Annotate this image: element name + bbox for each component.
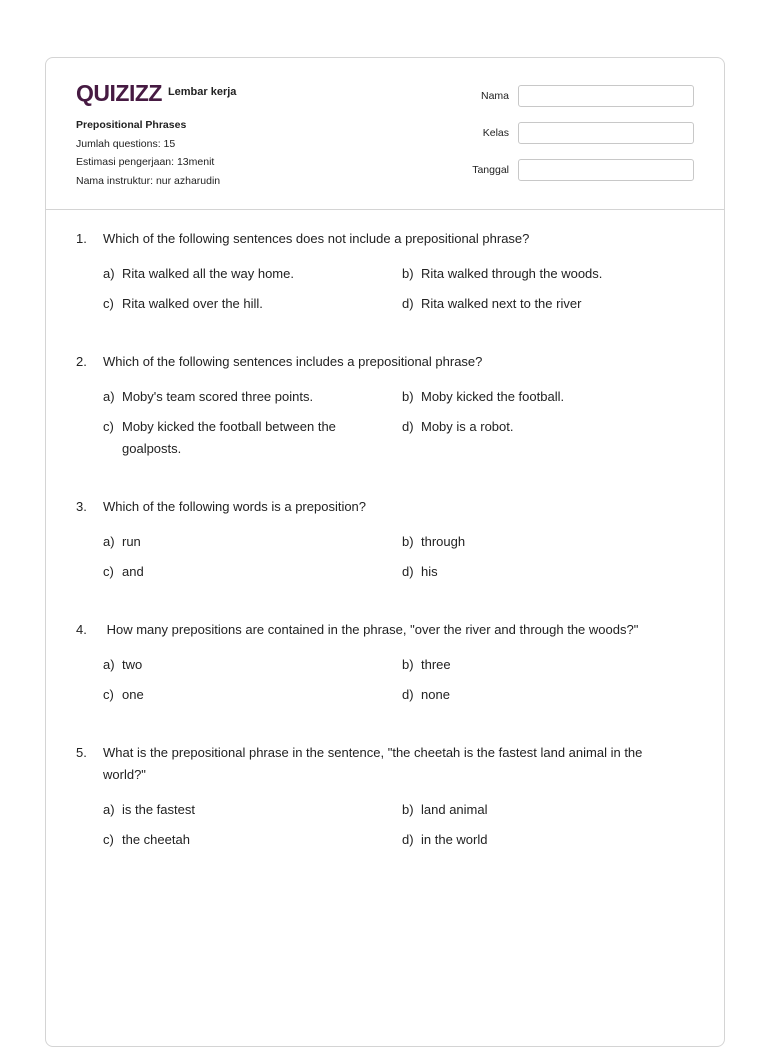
answer-option [402,531,701,553]
question-text: Which of the following sentences does not include a prepositional phrase? [103,231,530,246]
option-letter: b) [402,657,414,672]
option-text: Moby kicked the football between the goalposts. [122,418,336,456]
option-letter: b) [402,802,414,817]
option-text: Rita walked all the way home. [122,266,294,281]
question-stem [76,619,676,641]
estimated-time: Estimasi pengerjaan: 13menit [76,156,215,168]
option-letter: c) [103,563,114,579]
question-text: Which of the following words is a preposition? [103,499,367,514]
answer-option [402,799,701,821]
answer-option [103,684,402,706]
instructor-name: Nama instruktur: nur azharudin [76,174,221,187]
class-field[interactable] [518,122,694,144]
option-letter: d) [402,418,414,434]
answer-option [402,386,701,408]
question-number: 4. [76,622,87,637]
question-text: What is the prepositional phrase in the sentence, "the cheetah is the fastest land animal in the world?" [103,745,643,782]
quizizz-logo: QUIZIZZ [76,79,162,106]
option-letter: c) [103,418,114,434]
question-text: Which of the following sentences includes a prepositional phrase? [103,354,483,369]
option-letter: a) [103,389,115,404]
question-item [76,351,676,467]
option-text: three [421,657,451,672]
question-count: Jumlah questions: 15 [76,137,176,150]
date-field-row [464,159,694,181]
answer-option [402,561,701,583]
date-field[interactable] [518,159,694,181]
option-text: none [421,686,450,702]
option-text: the cheetah [122,831,190,847]
question-item [76,496,676,590]
answer-option [402,416,701,460]
answer-options [103,654,676,713]
student-fields [464,85,694,196]
answer-option [402,263,701,285]
worksheet-header [46,58,724,210]
question-stem [76,742,676,786]
class-field-label: Kelas [482,127,509,139]
option-letter: d) [402,563,414,579]
option-text: Moby kicked the football. [421,389,565,404]
option-text: Rita walked over the hill. [122,295,263,311]
answer-option [103,263,402,285]
option-letter: b) [402,389,414,404]
quiz-meta [76,116,220,190]
question-item [76,619,676,713]
option-text: land animal [421,802,488,817]
question-stem [76,228,676,250]
option-letter: c) [103,295,114,311]
question-stem [76,351,676,373]
date-field-label: Tanggal [472,164,509,176]
question-item [76,228,676,322]
option-letter: c) [103,686,114,702]
option-letter: d) [402,831,414,847]
question-list [76,228,676,858]
option-text: Rita walked through the woods. [421,266,603,281]
option-text: Moby's team scored three points. [122,389,314,404]
option-text: through [421,534,466,549]
brand-row [76,80,236,106]
option-text: Rita walked next to the river [421,295,582,311]
question-number: 1. [76,231,87,246]
answer-option [402,293,701,315]
option-text: his [421,563,438,579]
option-letter: a) [103,266,115,281]
answer-option [103,386,402,408]
answer-option [103,416,402,460]
answer-options [103,263,676,322]
question-text: How many prepositions are contained in the phrase, "over the river and through the woods?" [103,622,639,637]
question-number: 2. [76,354,87,369]
class-field-row [464,122,694,144]
option-letter: b) [402,266,414,281]
answer-option [103,654,402,676]
option-letter: d) [402,686,414,702]
name-field[interactable] [518,85,694,107]
answer-option [103,799,402,821]
answer-option [103,829,402,851]
option-text: Moby is a robot. [421,418,514,434]
option-text: two [122,657,143,672]
option-letter: c) [103,831,114,847]
question-stem [76,496,676,518]
sheet-type-label: Lembar kerja [167,86,237,98]
worksheet-card [45,57,725,1047]
option-text: in the world [421,831,488,847]
option-letter: a) [103,802,115,817]
question-item [76,742,676,858]
question-number: 5. [76,745,87,760]
answer-option [402,829,701,851]
name-field-label: Nama [480,90,509,102]
option-letter: d) [402,295,414,311]
answer-option [103,293,402,315]
answer-options [103,531,676,590]
answer-option [402,654,701,676]
answer-option [402,684,701,706]
option-text: is the fastest [122,802,195,817]
answer-options [103,799,676,858]
option-text: run [122,534,141,549]
answer-options [103,386,676,467]
option-letter: a) [103,534,115,549]
quiz-title: Prepositional Phrases [76,119,187,131]
question-number: 3. [76,499,87,514]
option-text: one [122,686,144,702]
option-text: and [122,563,144,579]
name-field-row [464,85,694,107]
option-letter: b) [402,534,414,549]
answer-option [103,531,402,553]
option-letter: a) [103,657,115,672]
answer-option [103,561,402,583]
